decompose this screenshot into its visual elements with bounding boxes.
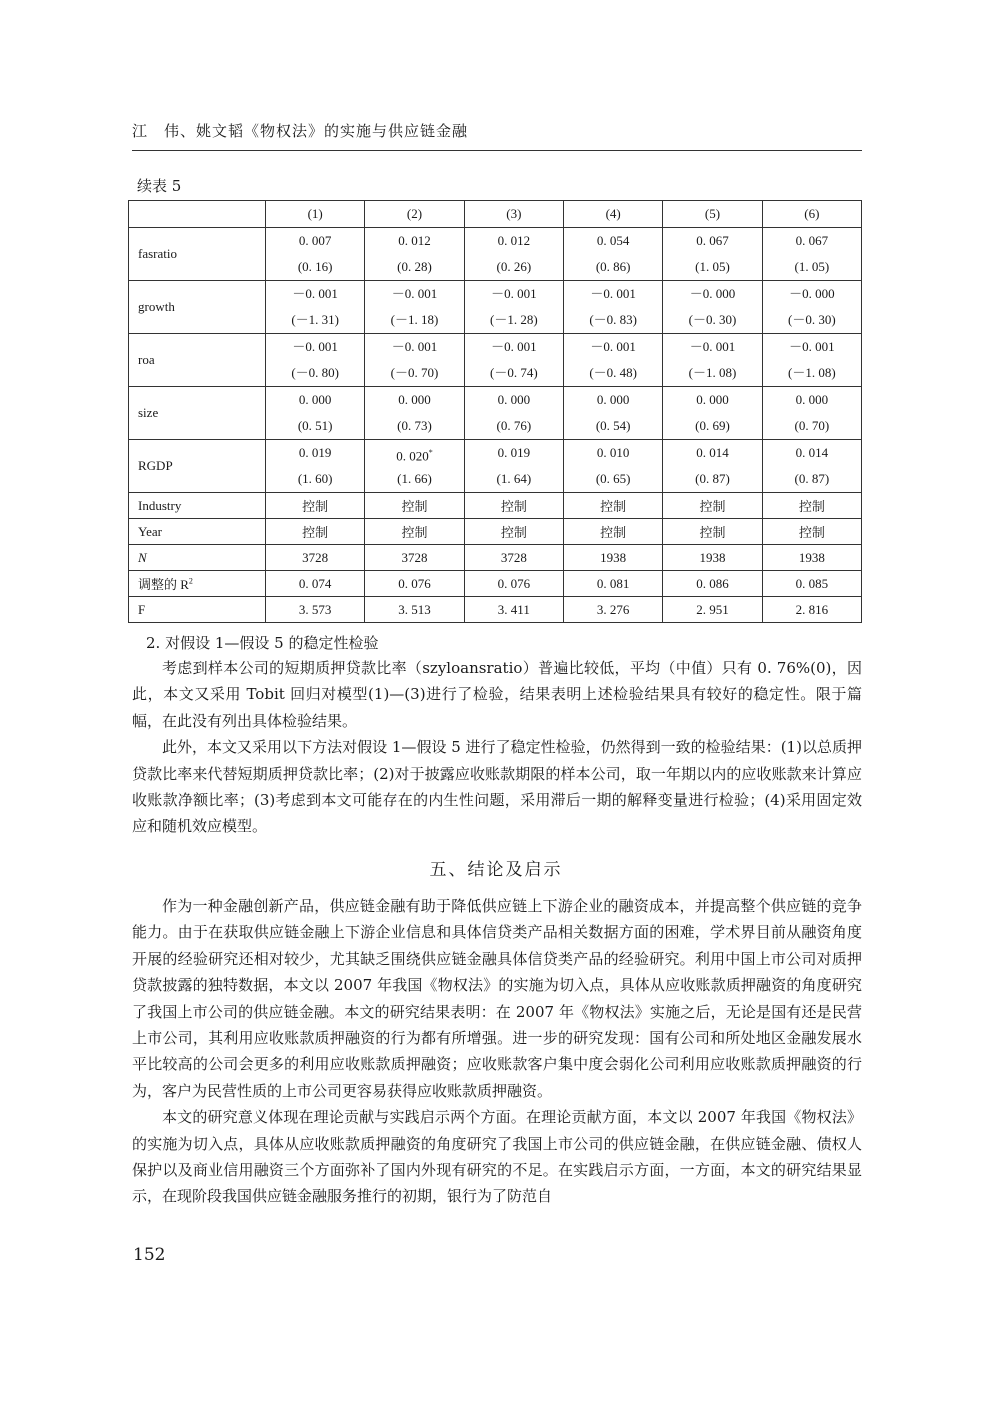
table-cell: [563, 228, 662, 281]
coefficient-value: 0. 000: [596, 392, 630, 407]
t-statistic: (0. 73): [397, 418, 432, 433]
row-label: RGDP: [129, 440, 266, 493]
table-cell: 2. 951: [663, 597, 762, 623]
table-cell: [365, 228, 464, 281]
coefficient-value: 0. 000: [398, 392, 431, 407]
row-label: roa: [129, 334, 266, 387]
table-cell: 控制: [266, 519, 365, 545]
table-cell: [266, 387, 365, 440]
header-rule: [132, 150, 862, 151]
coefficient: [763, 387, 861, 413]
table-cell: [762, 440, 861, 493]
table-cell: 控制: [762, 493, 861, 519]
header-cell: (6): [762, 201, 861, 228]
coefficient: [763, 228, 861, 254]
table-cell: 控制: [266, 493, 365, 519]
t-statistic: (0. 51): [297, 418, 333, 433]
table-cell: [563, 387, 662, 440]
coefficient-value: －0. 001: [292, 286, 338, 301]
t-statistic: (－1. 28): [489, 312, 538, 327]
coefficient-value: －0. 001: [391, 339, 438, 354]
table-cell: 控制: [365, 493, 464, 519]
t-statistic: (0. 87): [695, 471, 730, 486]
table-cell: 0. 076: [365, 571, 464, 597]
t-statistic: (－0. 83): [589, 312, 637, 327]
table-cell: 2. 816: [762, 597, 861, 623]
table-cell: [266, 440, 365, 493]
table-cell: [663, 228, 762, 281]
table-row: [129, 493, 862, 519]
table-row: [129, 281, 862, 334]
table-cell: 控制: [663, 493, 762, 519]
table-row: [129, 334, 862, 387]
table-cell: 0. 074: [266, 571, 365, 597]
t-statistic: (－0. 30): [787, 312, 836, 327]
paragraph: 此外，本文又采用以下方法对假设 1—假设 5 进行了稳定性检验，仍然得到一致的检验结果：(1)以总质押贷款比率来代替短期质押贷款比率；(2)对于披露应收账款期限的样本公司，取一年期以内的应收账款来计算应收账款净额比率；(3)考虑到本文可能存在的内生性问题，采用滞后一期的解释变量进行检验；(4)采用固定效应和随机效应模型。: [132, 738, 862, 836]
table-cell: [663, 440, 762, 493]
coefficient: [465, 440, 563, 466]
coefficient-value: 0. 019: [497, 445, 531, 460]
coefficient: [365, 228, 463, 254]
table-cell: [365, 440, 464, 493]
table-cell: [563, 334, 662, 387]
coefficient-value: 0. 067: [795, 233, 829, 248]
coefficient-value: 0. 067: [696, 233, 729, 248]
table-cell: 0. 081: [563, 571, 662, 597]
paragraph: 作为一种金融创新产品，供应链金融有助于降低供应链上下游企业的融资成本，并提高整个供应链的竞争能力。由于在获取供应链金融上下游企业信息和具体信贷类产品相关数据方面的困难，学术界目前从融资角度开展的经验研究还相对较少，尤其缺乏围绕供应链金融具体信贷类产品的经验研究。利用中国上市公司对质押贷款披露的独特数据，本文以 2007 年我国《物权法》的实施为切入点，具体从应收账款质押融资的角度研究了我国上市公司的供应链金融。本文的研究结果表明：在 2007 年《物权法》实施之后，无论是国有还是民营上市公司，其利用应收账款质押融资的行为都有所增强。进一步的研究发现：国有公司和所处地区金融发展水平比较高的公司会更多的利用应收账款质押融资；应收账款客户集中度会弱化公司利用应收账款质押融资的行为，客户为民营性质的上市公司更容易获得应收账款质押融资。: [132, 897, 862, 1100]
t-statistic: (1. 05): [695, 259, 730, 274]
coefficient: [465, 281, 563, 307]
row-label-text: Year: [138, 523, 162, 539]
table-cell: 0. 076: [464, 571, 563, 597]
table-row: [129, 597, 862, 623]
t-statistic: (－0. 80): [291, 365, 339, 380]
header-cell: (2): [365, 201, 464, 228]
subheading: 2. 对假设 1—假设 5 的稳定性检验: [146, 634, 379, 652]
table-cell: [464, 334, 563, 387]
table-cell: 3. 513: [365, 597, 464, 623]
coefficient: [663, 440, 761, 466]
running-header: 江 伟、姚文韬《物权法》的实施与供应链金融: [132, 122, 469, 140]
coefficient-value: －0. 001: [391, 286, 438, 301]
table-cell: [663, 334, 762, 387]
table-cell: [464, 281, 563, 334]
t-statistic: (1. 64): [496, 471, 532, 486]
table-caption: 续表 5: [137, 177, 182, 195]
header-cell: [129, 201, 266, 228]
coefficient: [266, 334, 364, 360]
coefficient: [365, 334, 463, 360]
table-cell: 3728: [464, 545, 563, 571]
t-statistic: (0. 70): [794, 418, 830, 433]
t-statistic: (－1. 18): [390, 312, 439, 327]
table-cell: 3. 573: [266, 597, 365, 623]
coefficient: [763, 440, 861, 466]
t-statistic: (0. 69): [695, 418, 730, 433]
coefficient: [763, 334, 861, 360]
row-label: size: [129, 387, 266, 440]
table-cell: 3. 276: [563, 597, 662, 623]
row-label: fasratio: [129, 228, 266, 281]
coefficient-value: －0. 001: [590, 339, 636, 354]
coefficient: [266, 440, 364, 466]
coefficient: [564, 387, 662, 413]
coefficient: [564, 281, 662, 307]
coefficient: [663, 228, 761, 254]
coefficient: [365, 440, 463, 466]
t-statistic: (0. 54): [595, 418, 631, 433]
superscript: 2: [188, 576, 193, 586]
section-title: 五、结论及启示: [429, 860, 563, 880]
table-row: [129, 545, 862, 571]
table-cell: 控制: [762, 519, 861, 545]
table-cell: 1938: [762, 545, 861, 571]
table-cell: [365, 281, 464, 334]
t-statistic: (－0. 48): [589, 365, 637, 380]
table-cell: 控制: [663, 519, 762, 545]
coefficient-value: 0. 000: [795, 392, 829, 407]
table-row: [129, 387, 862, 440]
body-block-b: [132, 893, 862, 1210]
t-statistic: (0. 26): [496, 259, 532, 274]
coefficient-value: 0. 012: [497, 233, 531, 248]
table-cell: [762, 387, 861, 440]
coefficient-value: 0. 019: [298, 445, 332, 460]
t-statistic: (0. 65): [595, 471, 631, 486]
table-cell: [464, 228, 563, 281]
row-label: [129, 597, 266, 623]
table-cell: [563, 281, 662, 334]
coefficient: [266, 387, 364, 413]
t-statistic: (－0. 74): [489, 365, 538, 380]
t-statistic: (1. 66): [397, 471, 432, 486]
header-cell: (1): [266, 201, 365, 228]
table-cell: 0. 086: [663, 571, 762, 597]
table-cell: 3728: [266, 545, 365, 571]
t-statistic: (0. 16): [297, 259, 333, 274]
coefficient-value: 0. 007: [298, 233, 332, 248]
table-row: [129, 519, 862, 545]
table-cell: [762, 228, 861, 281]
row-label: growth: [129, 281, 266, 334]
paragraph: 考虑到样本公司的短期质押贷款比率（szyloansratio）普遍比较低，平均（中值）只有 0. 76%(0)，因此，本文又采用 Tobit 回归对模型(1)—(3)进行了检验，结果表明上述检验结果具有较好的稳定性。限于篇幅，在此没有列出具体检验结果。: [132, 659, 862, 730]
coefficient: [663, 334, 761, 360]
t-statistic: (0. 76): [496, 418, 532, 433]
coefficient: [564, 440, 662, 466]
coefficient: [266, 281, 364, 307]
coefficient: [365, 387, 463, 413]
table-cell: [266, 281, 365, 334]
coefficient-value: －0. 000: [689, 286, 736, 301]
regression-table: [128, 200, 862, 623]
coefficient-value: 0. 020: [396, 448, 429, 464]
t-statistic: (0. 86): [595, 259, 631, 274]
coefficient: [266, 228, 364, 254]
paragraph: 本文的研究意义体现在理论贡献与实践启示两个方面。在理论贡献方面，本文以 2007 年我国《物权法》的实施为切入点，具体从应收账款质押融资的角度研究了我国上市公司的供应链金融，在供应链金融、债权人保护以及商业信用融资三个方面弥补了国内外现有研究的不足。在实践启示方面，一方面，本文的研究结果显示，在现阶段我国供应链金融服务推行的初期，银行为了防范自: [132, 1108, 862, 1206]
table-cell: 控制: [563, 519, 662, 545]
t-statistic: (－0. 70): [390, 365, 439, 380]
coefficient-value: 0. 014: [795, 445, 829, 460]
coefficient-value: －0. 001: [689, 339, 736, 354]
coefficient-value: 0. 000: [497, 392, 531, 407]
coefficient: [465, 334, 563, 360]
t-statistic: (1. 05): [794, 259, 830, 274]
table-cell: 控制: [464, 493, 563, 519]
row-label: [129, 493, 266, 519]
t-statistic: (0. 87): [794, 471, 830, 486]
table-cell: [663, 387, 762, 440]
coefficient: [564, 228, 662, 254]
header-cell: (5): [663, 201, 762, 228]
coefficient: [564, 334, 662, 360]
table-cell: [563, 440, 662, 493]
table-cell: [266, 228, 365, 281]
coefficient-value: －0. 001: [292, 339, 338, 354]
coefficient-value: －0. 000: [789, 286, 835, 301]
coefficient-value: －0. 001: [590, 286, 636, 301]
coefficient: [663, 387, 761, 413]
coefficient-value: －0. 001: [491, 286, 537, 301]
table-cell: 控制: [365, 519, 464, 545]
row-label-text: 调整的 R: [138, 577, 189, 592]
table-row: [129, 571, 862, 597]
coefficient: [763, 281, 861, 307]
table-cell: 0. 085: [762, 571, 861, 597]
row-label: [129, 571, 266, 597]
table-cell: 控制: [563, 493, 662, 519]
coefficient: [663, 281, 761, 307]
table-cell: 控制: [464, 519, 563, 545]
table-cell: 1938: [563, 545, 662, 571]
table-cell: [762, 281, 861, 334]
t-statistic: (－1. 31): [291, 312, 339, 327]
row-label: [129, 519, 266, 545]
header-cell: (4): [563, 201, 662, 228]
table-cell: 3. 411: [464, 597, 563, 623]
row-label: [129, 545, 266, 571]
coefficient-value: 0. 000: [298, 392, 332, 407]
table-cell: 3728: [365, 545, 464, 571]
coefficient-value: －0. 001: [789, 339, 835, 354]
coefficient-value: 0. 054: [596, 233, 630, 248]
row-label-text: F: [138, 601, 146, 617]
coefficient-value: 0. 012: [398, 233, 431, 248]
row-label-text: Industry: [138, 497, 182, 513]
t-statistic: (－1. 08): [688, 365, 737, 380]
page-number: 152: [133, 1245, 166, 1265]
significance-mark: *: [428, 448, 433, 457]
t-statistic: (－0. 30): [688, 312, 737, 327]
table-cell: 1938: [663, 545, 762, 571]
table-cell: [663, 281, 762, 334]
table-cell: [365, 387, 464, 440]
body-block-a: [132, 655, 862, 840]
table-cell: [266, 334, 365, 387]
row-label-text: N: [138, 549, 147, 565]
table-cell: [464, 387, 563, 440]
coefficient: [465, 228, 563, 254]
coefficient: [365, 281, 463, 307]
coefficient-value: 0. 014: [696, 445, 729, 460]
coefficient-value: 0. 010: [596, 445, 630, 460]
table-cell: [365, 334, 464, 387]
t-statistic: (0. 28): [397, 259, 432, 274]
table-cell: [464, 440, 563, 493]
table-row: [129, 440, 862, 493]
header-cell: (3): [464, 201, 563, 228]
table-header-row: [129, 201, 862, 228]
table-row: [129, 228, 862, 281]
t-statistic: (1. 60): [297, 471, 333, 486]
coefficient: [465, 387, 563, 413]
coefficient-value: 0. 000: [696, 392, 729, 407]
table-cell: [762, 334, 861, 387]
t-statistic: (－1. 08): [787, 365, 836, 380]
coefficient-value: －0. 001: [491, 339, 537, 354]
